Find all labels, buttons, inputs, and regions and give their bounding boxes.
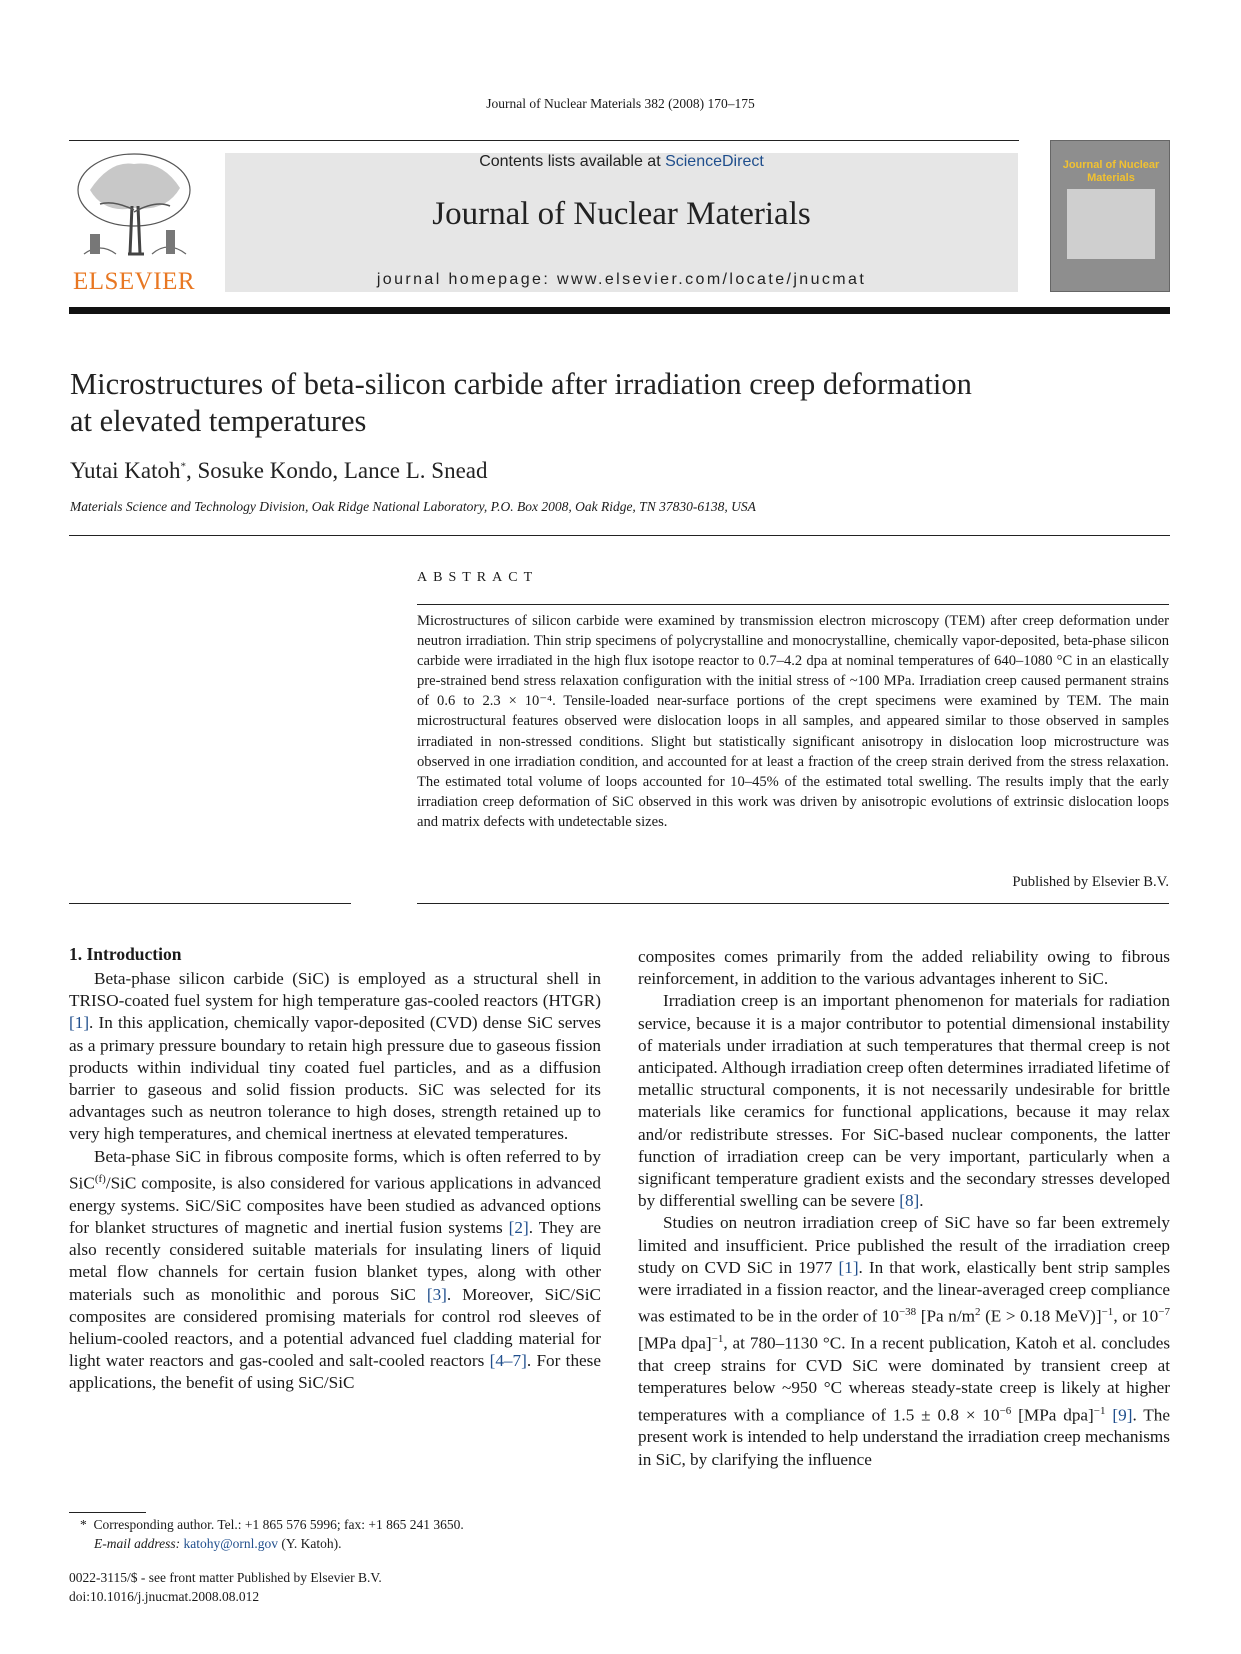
- journal-title: Journal of Nuclear Materials: [432, 196, 811, 232]
- text-run: /SiC composite, is also considered for various applications in advanced energy systems. SiC/SiC composites have been studied as advanced options for blanket structures of magnetic and inertial fusion systems: [69, 1173, 601, 1237]
- masthead-thick-rule: [69, 307, 1170, 314]
- text-run: , at 780–1130 °C. In a recent publication, Katoh et al. concludes that creep strains for CVD SiC were dominated by transient creep at temperatures below ~950 °C whereas steady-state creep is likely at higher temperatures with a compliance of 1.5 ± 0.8 × 10: [638, 1333, 1171, 1425]
- title-block-rule: [69, 535, 1170, 536]
- abstract-text: Microstructures of silicon carbide were examined by transmission electron microscopy (TEM) after creep deformation under neutron irradiation. Thin strip specimens of polycrystalline and monocrystalline, chemically vapor-deposited, beta-phase silicon carbide were irradiated in the high flux isotope reactor to 0.7–4.2 dpa at nominal temperatures of 640–1080 °C in an elastically pre-strained bend stress relaxation configuration with the initial stress of ~100 MPa. Irradiation creep caused permanent strains of 0.6 to 2.3 × 10⁻⁴. Tensile-loaded near-surface portions of the crept specimens were examined by TEM. The main microstructural features observed were dislocation loops in all samples, and appeared similar to those observed in samples irradiated in non-stressed conditions. Slight but statistically significant anisotropy in dislocation loop microstructure was observed in one irradiation condition, and accounted for at least a fraction of the creep strain derived from the stress relaxation. The estimated total volume of loops accounted for 10–45% of the estimated total swelling. The results imply that the early irradiation creep deformation of SiC observed in this work was driven by anisotropic evolutions of extrinsic dislocation loops and matrix defects with undetectable sizes.: [417, 613, 1169, 830]
- reference-link-1[interactable]: [1]: [69, 1013, 90, 1033]
- journal-cover-thumbnail: [1050, 140, 1170, 292]
- body-column-left: [69, 968, 601, 1395]
- text-run: [MPa dpa]: [1011, 1405, 1094, 1425]
- superscript: 2: [975, 1306, 981, 1319]
- superscript: −7: [1158, 1306, 1170, 1319]
- sciencedirect-link[interactable]: ScienceDirect: [665, 153, 764, 170]
- text-run: [MPa dpa]: [638, 1333, 712, 1353]
- abstract-top-rule: [417, 604, 1169, 605]
- cover-image: [1067, 189, 1155, 259]
- reference-link-9[interactable]: [9]: [1112, 1405, 1133, 1425]
- affiliation: Materials Science and Technology Division, Oak Ridge National Laboratory, P.O. Box 2008, Oak Ridge, TN 37830-6138, USA: [70, 499, 756, 514]
- superscript: (f): [94, 1172, 106, 1185]
- text-run: (E > 0.18 MeV)]: [980, 1306, 1102, 1326]
- doi-line[interactable]: doi:10.1016/j.jnucmat.2008.08.012: [69, 1589, 260, 1604]
- contents-available-line: [225, 153, 1018, 171]
- publisher-name: ELSEVIER: [72, 268, 196, 295]
- footnote-rule: [69, 1512, 146, 1513]
- body-column-right: [638, 946, 1170, 1471]
- footnote-mark: *: [80, 1517, 87, 1532]
- left-column-rule: [69, 903, 351, 904]
- text-run: [Pa n/m: [916, 1306, 975, 1326]
- author-katoh: Yutai Katoh: [70, 458, 181, 483]
- footnote-contact: Corresponding author. Tel.: +1 865 576 5996; fax: +1 865 241 3650.: [93, 1517, 464, 1532]
- cover-title: Journal of Nuclear Materials: [1062, 159, 1160, 184]
- abstract-bottom-rule: [417, 903, 1169, 904]
- section-heading-introduction: 1. Introduction: [69, 944, 182, 964]
- corresponding-author-footnote: [80, 1515, 464, 1553]
- text-run: . For these applications, the benefit of using SiC/SiC: [69, 1351, 601, 1393]
- other-authors: , Sosuke Kondo, Lance L. Snead: [186, 458, 488, 483]
- text-run: , or 10: [1113, 1306, 1159, 1326]
- text-run: .: [919, 1191, 924, 1211]
- top-rule: [69, 140, 1019, 141]
- reference-link-8[interactable]: [8]: [899, 1191, 920, 1211]
- journal-citation: Journal of Nuclear Materials 382 (2008) 170–175: [486, 96, 755, 111]
- article-title-line-2: at elevated temperatures: [70, 404, 367, 438]
- superscript: −1: [711, 1333, 724, 1346]
- text-run: . They are also recently considered suitable materials for insulating liners of liquid metal flow channels for certain fusion blanket types, along with other materials such as monolithic and porous SiC: [69, 1217, 601, 1304]
- email-label: E-mail address:: [94, 1536, 184, 1551]
- superscript: −6: [999, 1404, 1012, 1417]
- intro-paragraph-3: [638, 990, 1170, 1212]
- text-run: Beta-phase SiC in fibrous composite forms, which is often referred to by SiC: [69, 1146, 601, 1193]
- email-link[interactable]: katohy@ornl.gov: [183, 1536, 279, 1551]
- reference-link-2[interactable]: [2]: [508, 1217, 529, 1237]
- text-run: . Moreover, SiC/SiC composites are considered promising materials for control rod sleeves of helium-cooled reactors, and a potential advanced fuel cladding material for light water reactors and gas-cooled and salt-cooled reactors: [69, 1284, 601, 1371]
- text-run: . The present work is intended to help understand the irradiation creep mechanisms in SiC, by clarifying the influence: [638, 1405, 1171, 1469]
- reference-link-1b[interactable]: [1]: [838, 1257, 859, 1277]
- reference-link-3[interactable]: [3]: [426, 1284, 447, 1304]
- corresponding-author-mark[interactable]: *: [180, 460, 187, 473]
- text-run: Irradiation creep is an important phenomenon for materials for radiation service, because it is a major contributor to potential dimensional instability of materials under irradiation at such temperatures that thermal creep is not anticipated. Although irradiation creep often determines irradiated lifetime of metallic structural components, it is not necessarily undesirable for brittle materials like ceramics for functional applications, because it may relax and/or redistribute stresses. For SiC-based nuclear components, the latter function of irradiation creep can be very important, particularly when a significant temperature gradient exists and the secondary stresses developed by differential swelling can be severe: [638, 991, 1170, 1211]
- contents-prefix: Contents lists available at: [479, 153, 666, 170]
- text-run: Studies on neutron irradiation creep of SiC have so far been extremely limited and insufficient. Price published the result of the irradiation creep study on CVD SiC in 1977: [638, 1213, 1170, 1277]
- reference-link-4-7[interactable]: [4–7]: [489, 1351, 527, 1371]
- author-list: [70, 458, 488, 484]
- intro-paragraph-4: [638, 1212, 1170, 1470]
- intro-paragraph-2: [69, 1146, 601, 1395]
- journal-homepage[interactable]: journal homepage: www.elsevier.com/locate/jnucmat: [376, 271, 867, 288]
- intro-paragraph-2-continued: composites comes primarily from the added reliability owing to fibrous reinforcement, in addition to the various advantages inherent to SiC.: [638, 947, 1170, 989]
- abstract-published-by: Published by Elsevier B.V.: [1012, 874, 1169, 890]
- issn-line: 0022-3115/$ - see front matter Published by Elsevier B.V.: [69, 1570, 382, 1585]
- text-run: . In that work, elastically bent strip samples were irradiated in a fission reactor, and the linear-averaged creep compliance was estimated to be in the order of 10: [638, 1257, 1171, 1326]
- superscript: −1: [1101, 1306, 1114, 1319]
- superscript: −1: [1093, 1404, 1106, 1417]
- footnote-line-1: [80, 1515, 464, 1534]
- intro-paragraph-1: [69, 968, 601, 1146]
- text-run: Beta-phase silicon carbide (SiC) is employed as a structural shell in TRISO-coated fuel system for high temperature gas-cooled reactors (HTGR): [69, 969, 601, 1011]
- article-title: [70, 366, 1170, 440]
- superscript: −38: [898, 1306, 917, 1319]
- email-suffix: (Y. Katoh).: [278, 1536, 342, 1551]
- abstract-heading: ABSTRACT: [417, 570, 539, 585]
- text-run: . In this application, chemically vapor-deposited (CVD) dense SiC serves as a primary pressure boundary to retain high pressure due to gaseous fission products within individual tiny coated fuel particles, and as a diffusion barrier to gaseous and solid fission products. SiC was selected for its advantages such as neutron tolerance to high doses, strength retained up to very high temperatures, and chemical inertness at elevated temperatures.: [69, 1013, 601, 1144]
- article-title-line-1: Microstructures of beta-silicon carbide after irradiation creep deformation: [70, 367, 972, 401]
- issn-doi-block: [69, 1568, 382, 1606]
- footnote-line-2: [80, 1534, 464, 1553]
